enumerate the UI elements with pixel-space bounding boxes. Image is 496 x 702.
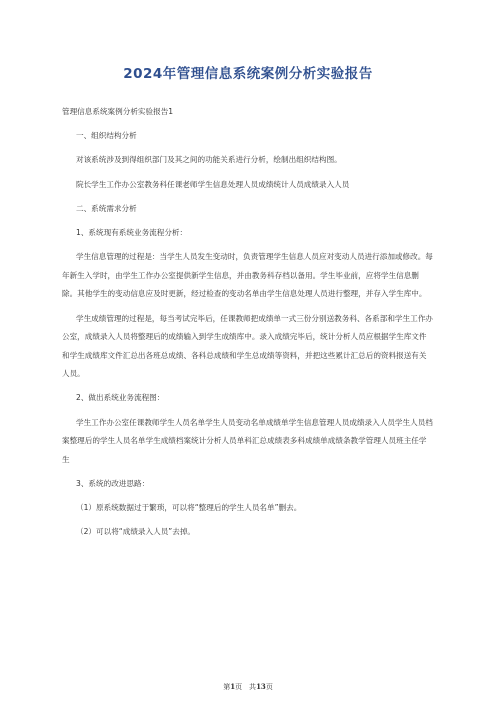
paragraph: 对该系统涉及到得组织部门及其之间的功能关系进行分析，绘制出组织结构图。 (76, 155, 342, 165)
subheading: 1、系统现有系统业务流程分析： (76, 227, 188, 237)
section-heading-org: 一、组织结构分析 (76, 131, 137, 141)
footer-suffix: 页 (265, 683, 273, 691)
subheading: 3、系统的改进思路： (76, 479, 150, 489)
paragraph: 学生信息管理的过程是：当学生人员发生变动时，负责管理学生信息人员应对变动人员进行添加或修改。每年新生入学时，由学生工作办公室提供新学生信息，并由教务科存档以备用。学生毕业前，应将学生信息删除。其他学生的变动信息应及时更新，经过检查的变动名单由学生信息处理人员进行整理，并存入学生库中。 (62, 252, 433, 299)
footer-total-pages: 13 (256, 682, 266, 691)
footer-page-number: 1 (230, 682, 236, 691)
section-heading-requirements: 二、系统需求分析 (76, 203, 137, 213)
document-body (62, 103, 434, 548)
footer-mid: 页 共 (235, 683, 257, 691)
footer-prefix: 第 (223, 683, 231, 691)
paragraph: 学生成绩管理的过程是，每当考试完毕后，任课教师把成绩单一式三份分别送教务科、各系部和学生工作办公室，成绩录入人员将整理后的成绩输入到学生成绩库中。录入成绩完毕后，统计分析人员应根据学生库文件和学生成绩库文件汇总出各班总成绩、各科总成绩和学生总成绩等资料，并把这些累计汇总后的资料报送有关人员。 (62, 313, 433, 379)
paragraph: （1）原系统数据过于繁琐，可以将“整理后的学生人员名单”删去。 (76, 503, 302, 513)
document-title: 2024年管理信息系统案例分析实验报告 (123, 66, 373, 82)
report-heading: 管理信息系统案例分析实验报告1 (62, 107, 174, 116)
page-footer (0, 682, 496, 692)
subheading: 2、做出系统业务流程图： (76, 393, 165, 403)
paragraph: 院长学生工作办公室教务科任课老师学生信息处理人员成绩统计人员成绩录入人员 (76, 179, 350, 189)
paragraph: 学生工作办公室任课教师学生人员名单学生人员变动名单成绩单学生信息管理人员成绩录入人员学生人员档案整理后的学生人员名单学生成绩档案统计分析人员单科汇总成绩表多科成绩单成绩条教学管理人员班主任学生 (62, 417, 433, 464)
paragraph: （2）可以将“成绩录入人员”去掉。 (76, 527, 196, 537)
